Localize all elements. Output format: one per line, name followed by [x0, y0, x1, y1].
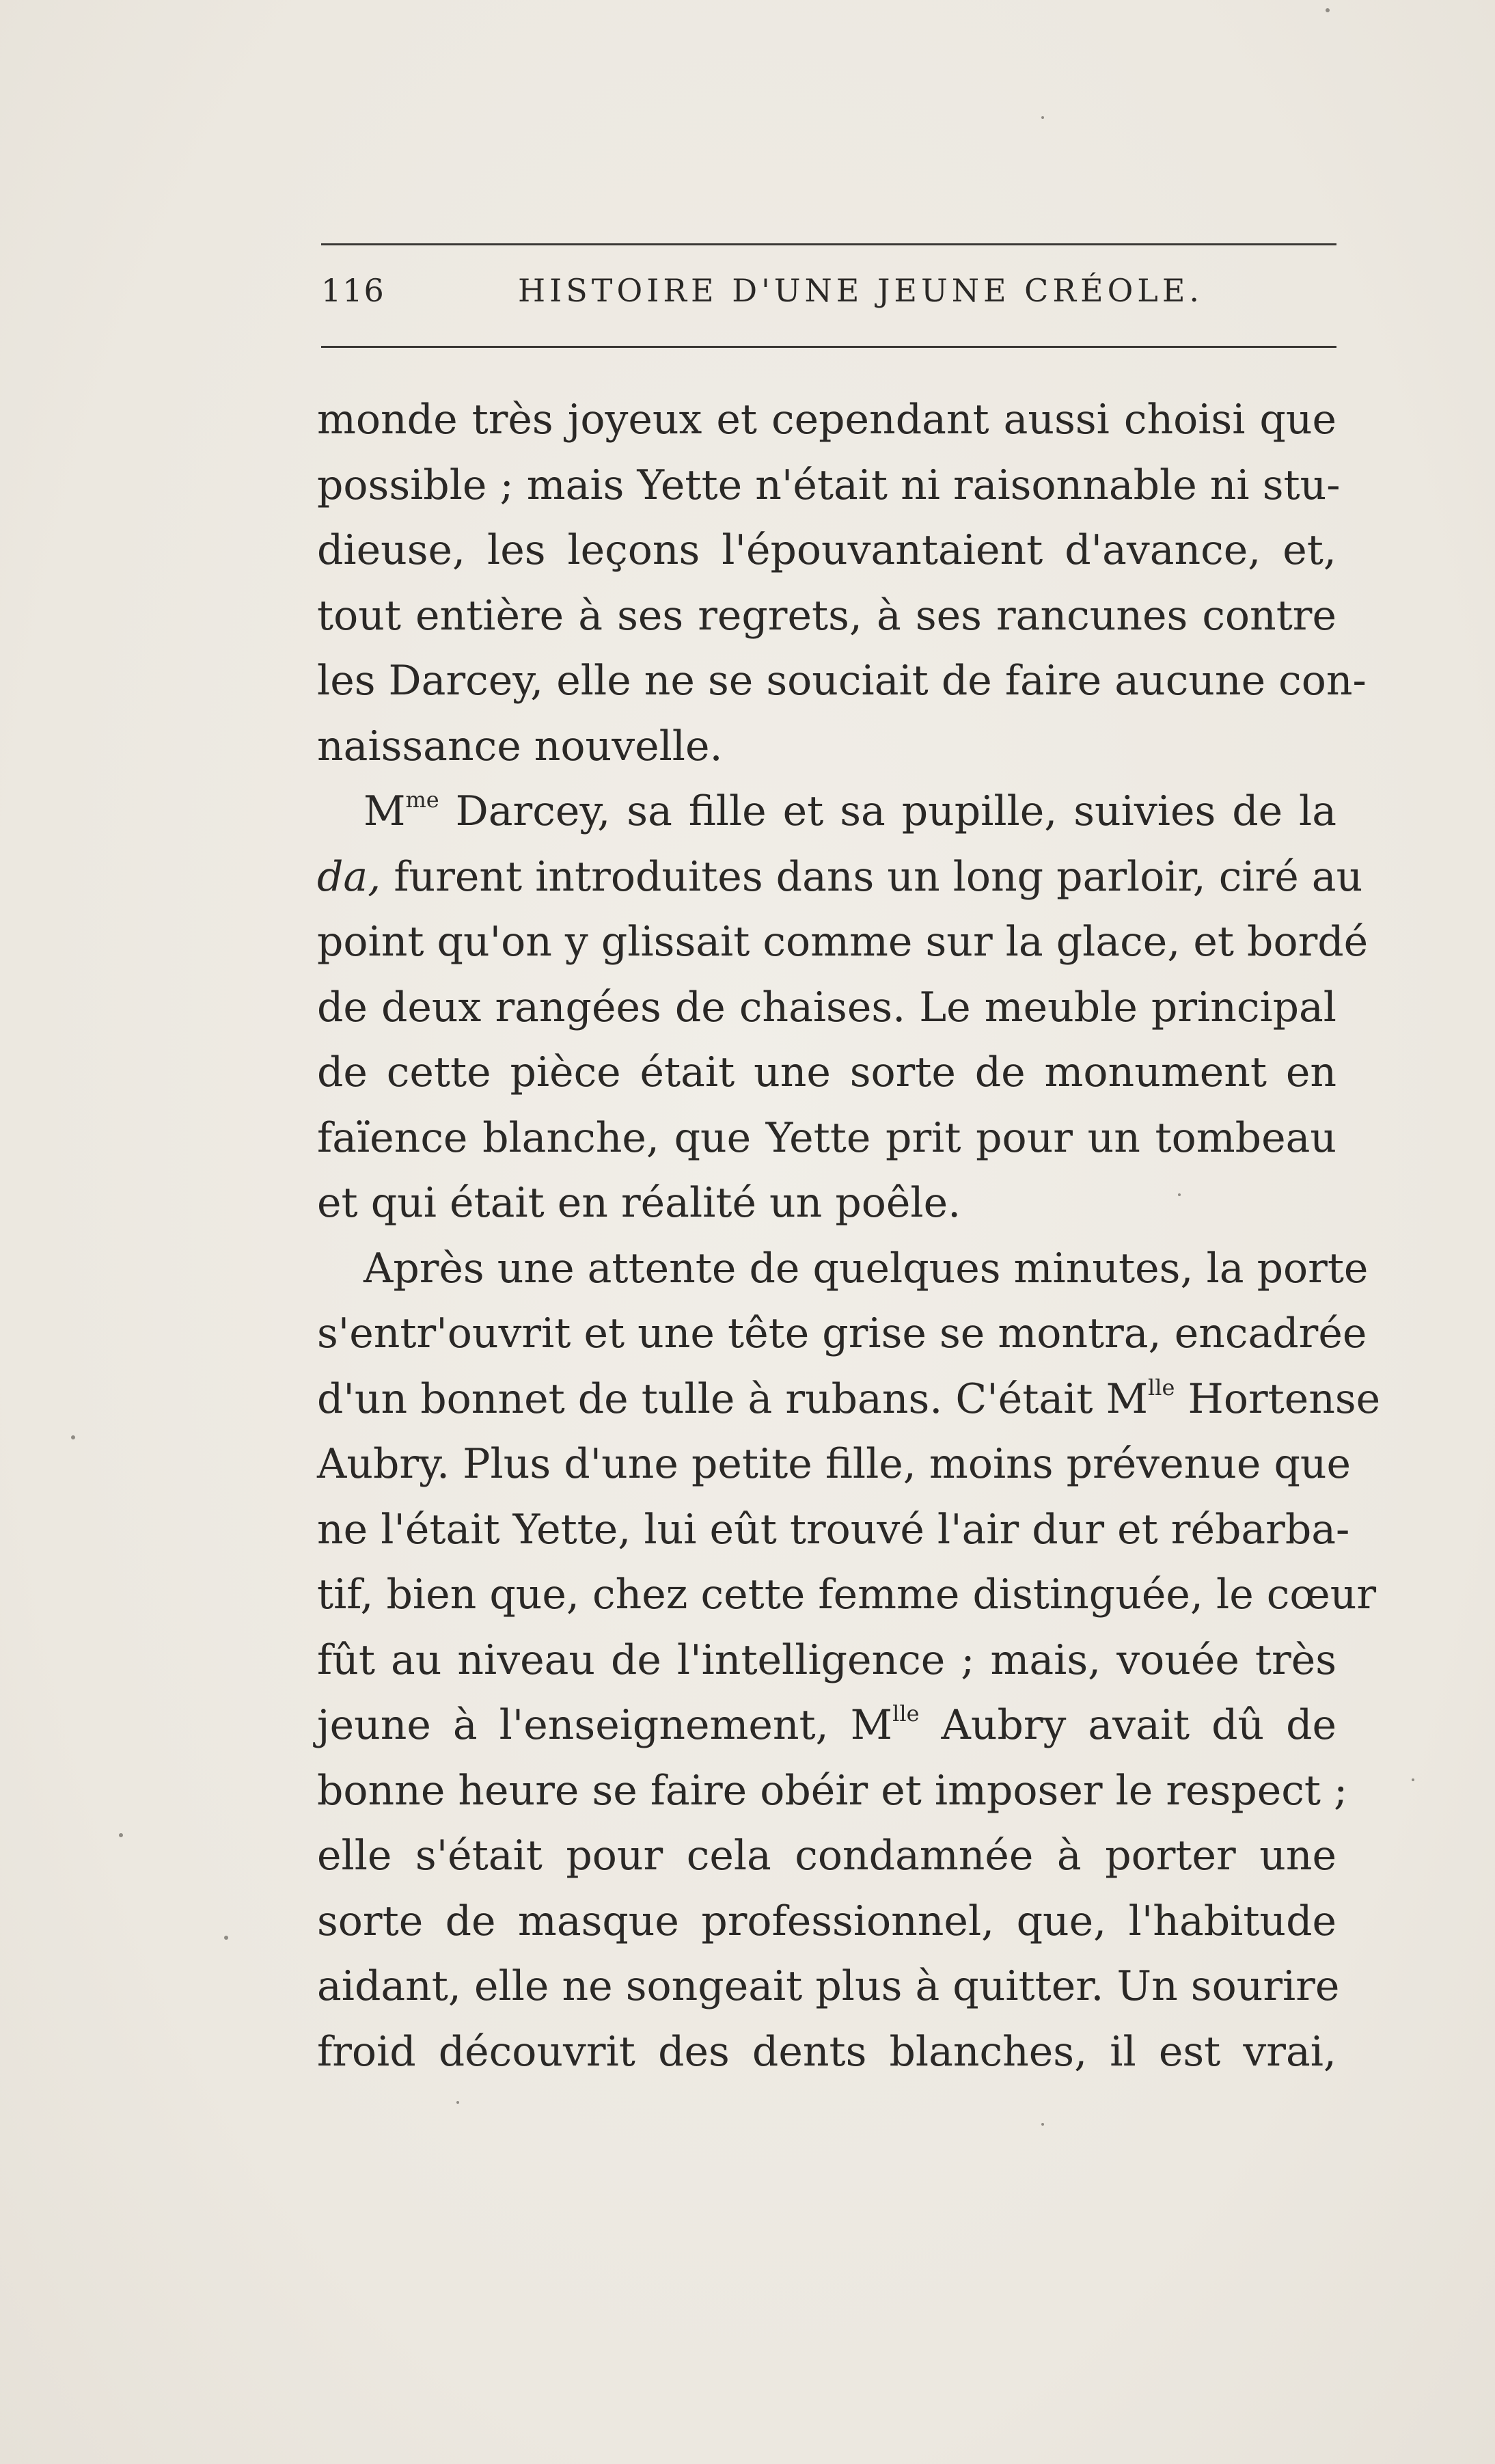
text-line: bonne heure se faire obéir et imposer le respect ; [317, 1766, 1348, 1815]
text-line: point qu'on y glissait comme sur la glace, et bordé [317, 918, 1369, 966]
paper-speck [1178, 1193, 1181, 1196]
text-line: dieuse, les leçons l'épouvantaient d'avance, et, [317, 526, 1336, 574]
text-line: s'entr'ouvrit et une tête grise se montra, encadrée [317, 1310, 1367, 1357]
running-head [321, 272, 1336, 320]
text-line: Après une attente de quelques minutes, la porte [364, 1244, 1369, 1292]
header-rule-top [321, 243, 1336, 245]
paper-speck [1041, 2123, 1044, 2126]
text-line: froid découvrit des dents blanches, il est vrai, [317, 2027, 1336, 2076]
page-number: 116 [321, 272, 385, 309]
text-line: monde très joyeux et cependant aussi choisi que [317, 396, 1336, 444]
text-line: fût au niveau de l'intelligence ; mais, vouée très [317, 1636, 1336, 1684]
text-line: Aubry. Plus d'une petite fille, moins prévenue que [317, 1440, 1352, 1488]
text-line: tif, bien que, chez cette femme distinguée, le cœur [317, 1571, 1377, 1619]
paper-speck [119, 1833, 123, 1837]
text-line: da, furent introduites dans un long parloir, ciré au [317, 852, 1363, 901]
text-line: les Darcey, elle ne se souciait de faire aucune con- [317, 657, 1367, 705]
text-line: d'un bonnet de tulle à rubans. C'était $M^{lle}$ Hortense [317, 1374, 1381, 1423]
paper-speck [71, 1435, 75, 1439]
text-line: $M^{me}$ Darcey, sa fille et sa pupille, suivies de la [364, 787, 1337, 835]
text-line: possible ; mais Yette n'était ni raisonnable ni stu- [317, 461, 1341, 509]
body-text [317, 388, 1381, 2085]
paper-speck [224, 1936, 228, 1940]
running-title: HISTOIRE D'UNE JEUNE CRÉOLE. [518, 272, 1204, 309]
text-line: ne l'était Yette, lui eût trouvé l'air dur et rébarba- [317, 1505, 1350, 1554]
text-line: sorte de masque professionnel, que, l'habitude [317, 1897, 1336, 1945]
text-line: elle s'était pour cela condamnée à porter une [317, 1832, 1336, 1880]
text-line: aidant, elle ne songeait plus à quitter. Un sourire [317, 1962, 1340, 2010]
text-line: et qui était en réalité un poêle. [317, 1179, 961, 1227]
text-line: faïence blanche, que Yette prit pour un tombeau [317, 1113, 1336, 1162]
paper-speck [456, 2101, 459, 2104]
paper-speck [1412, 1778, 1414, 1781]
abbrev-mlle: $M^{lle}$ [1106, 1374, 1175, 1423]
paper-speck [1326, 8, 1330, 12]
text-line: jeune à l'enseignement, $M^{lle}$ Aubry avait dû de [317, 1701, 1337, 1749]
abbrev-mlle: $M^{lle}$ [850, 1701, 920, 1749]
paper-speck [1041, 116, 1044, 119]
text-line: naissance nouvelle. [317, 722, 723, 770]
header-rule-bottom [321, 346, 1336, 348]
italic-word: da, [317, 852, 381, 901]
abbrev-mme: $M^{me}$ [364, 787, 439, 835]
text-line: tout entière à ses regrets, à ses rancunes contre [317, 591, 1336, 640]
text-line: de deux rangées de chaises. Le meuble principal [317, 983, 1336, 1031]
text-line: de cette pièce était une sorte de monument en [317, 1048, 1336, 1096]
